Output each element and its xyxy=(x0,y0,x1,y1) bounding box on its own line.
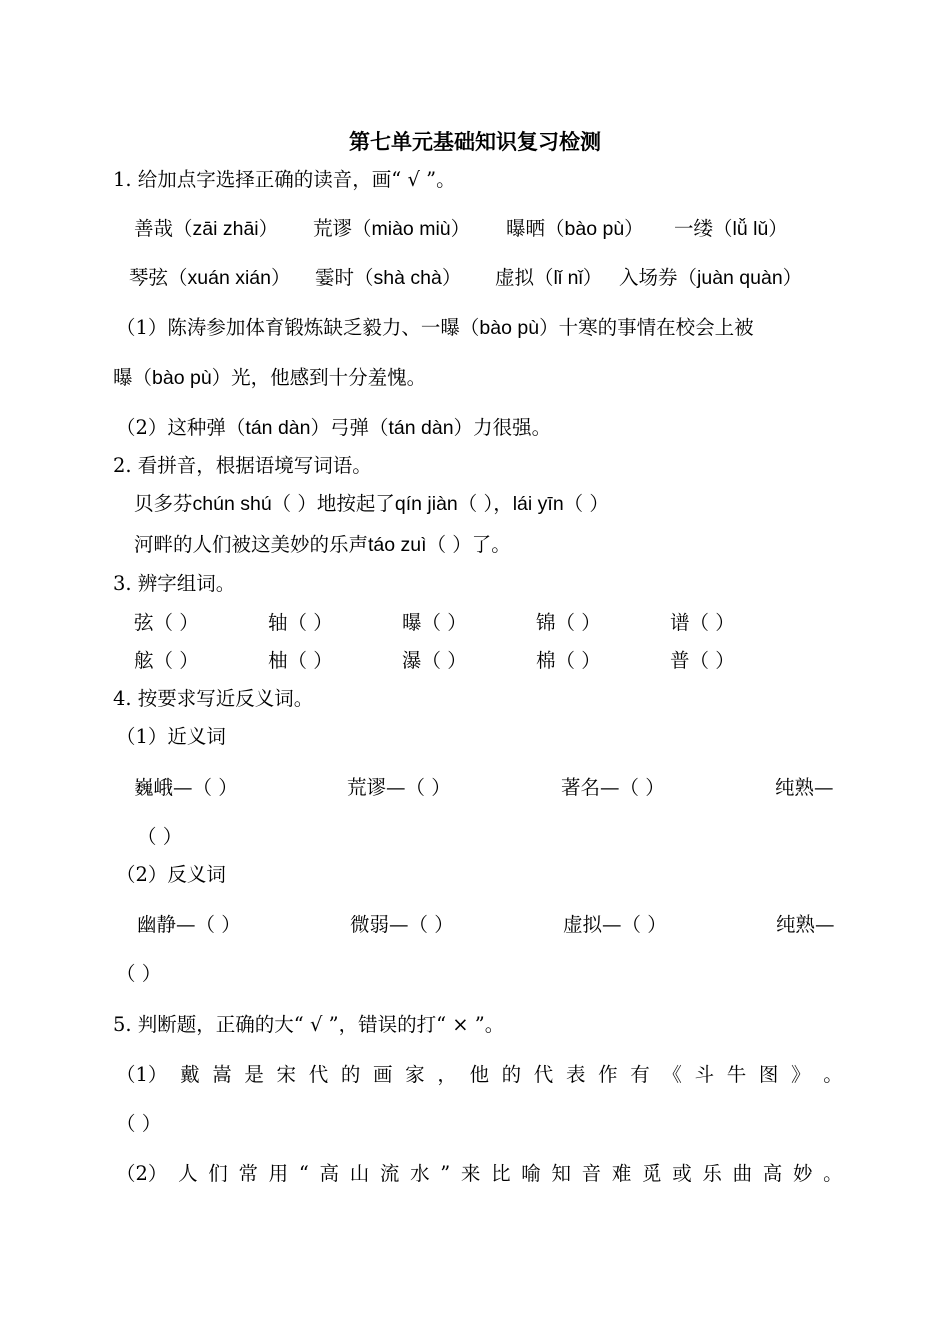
q4-antonym-blank: （ ） xyxy=(116,962,162,985)
q2-line-1: 贝多芬chún shú（ ）地按起了qín jiàn（ ），lái yīn（ ） xyxy=(134,492,609,515)
q3-item: 棉（ ） xyxy=(536,649,601,672)
q5-item-1: （1） 戴 嵩 是 宋 代 的 画 家 ， 他 的 代 表 作 有 《 斗 牛 图 》 。 xyxy=(116,1063,843,1086)
q1-heading: 1. 给加点字选择正确的读音，画“ √ ”。 xyxy=(113,168,456,191)
q4-heading: 4. 按要求写近反义词。 xyxy=(113,687,314,710)
q1-row1-item: 曝晒（bào pù） xyxy=(506,217,644,240)
q4-antonym-item: 虚拟—（ ） xyxy=(563,913,667,936)
page-title: 第七单元基础知识复习检测 xyxy=(349,129,601,154)
q1-sentence-2: （2）这种弹（tán dàn）弓弹（tán dàn）力很强。 xyxy=(116,416,552,439)
q3-item: 谱（ ） xyxy=(670,611,735,634)
q3-item: 曝（ ） xyxy=(402,611,467,634)
q4-antonym-item: 纯熟— xyxy=(776,913,835,936)
q4-synonym-item: 荒谬—（ ） xyxy=(347,776,451,799)
q4-antonym-item: 幽静—（ ） xyxy=(137,913,241,936)
q3-heading: 3. 辨字组词。 xyxy=(113,572,236,595)
q1-row2-item: 虚拟（lǐ nǐ） xyxy=(495,266,603,289)
q4-antonym-item: 微弱—（ ） xyxy=(350,913,454,936)
q2-line-2: 河畔的人们被这美妙的乐声táo zuì（ ）了。 xyxy=(134,533,511,556)
q4-antonym-label: （2）反义词 xyxy=(116,863,226,886)
q1-row1-item: 善哉（zāi zhāi） xyxy=(134,217,279,240)
q1-sentence-1: （1）陈涛参加体育锻炼缺乏毅力、一曝（bào pù）十寒的事情在校会上被 xyxy=(116,316,754,339)
q5-item-1-blank: （ ） xyxy=(116,1112,162,1135)
q3-item: 轴（ ） xyxy=(268,611,333,634)
q4-synonym-label: （1）近义词 xyxy=(116,725,226,748)
q3-item: 锦（ ） xyxy=(536,611,601,634)
q1-row2-item: 霎时（shà chà） xyxy=(315,266,462,289)
q4-synonym-item: 著名—（ ） xyxy=(561,776,665,799)
q3-item: 弦（ ） xyxy=(134,611,199,634)
q2-heading: 2. 看拼音，根据语境写词语。 xyxy=(113,454,372,477)
q1-row2-item: 入场券（juàn quàn） xyxy=(619,266,803,289)
q1-sentence-1-cont: 曝（bào pù）光，他感到十分羞愧。 xyxy=(113,366,427,389)
q5-item-2: （2） 人 们 常 用 “ 高 山 流 水 ” 来 比 喻 知 音 难 觅 或 乐 曲 高 妙 。 xyxy=(116,1162,843,1185)
q3-item: 舷（ ） xyxy=(134,649,199,672)
q1-row1-item: 荒谬（miào miù） xyxy=(313,217,471,240)
q4-synonym-item: 纯熟— xyxy=(775,776,834,799)
q3-item: 普（ ） xyxy=(670,649,735,672)
q4-synonym-blank: （ ） xyxy=(137,825,183,848)
q1-row1-item: 一缕（lǚ lǔ） xyxy=(674,217,788,240)
q3-item: 瀑（ ） xyxy=(402,649,467,672)
q4-synonym-item: 巍峨—（ ） xyxy=(134,776,238,799)
q3-item: 柚（ ） xyxy=(268,649,333,672)
q1-row2-item: 琴弦（xuán xián） xyxy=(129,266,291,289)
q5-heading: 5. 判断题，正确的大“ √ ”，错误的打“ × ”。 xyxy=(113,1013,505,1036)
